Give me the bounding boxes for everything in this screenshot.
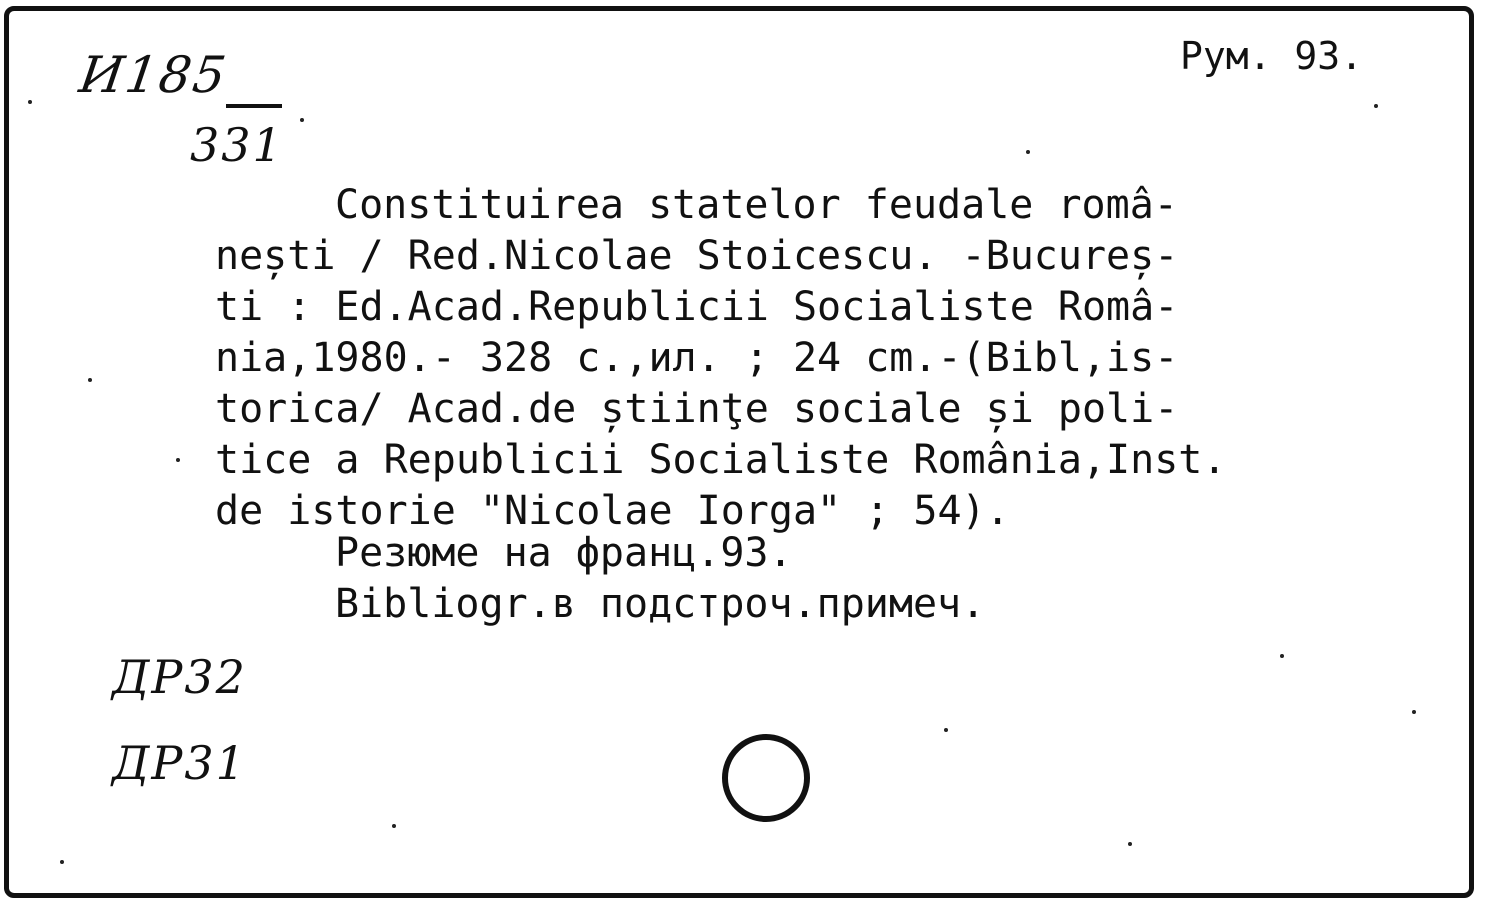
shelf-code-underline	[226, 104, 282, 108]
summary-note: Резюме на франц.93.	[335, 530, 793, 576]
speck	[1280, 654, 1284, 658]
description-line: tice a Republicii Socialiste România,Inst.	[215, 437, 1227, 483]
speck	[1128, 842, 1132, 846]
speck	[1412, 710, 1416, 714]
location-code: Рум. 93.	[1179, 34, 1363, 78]
shelf-number: 331	[190, 118, 284, 172]
description-line: Constituirea statelor feudale româ-	[335, 182, 1178, 228]
speck	[60, 860, 64, 864]
speck	[944, 728, 948, 732]
department-code: ДР32	[112, 650, 247, 704]
punch-hole-icon	[722, 734, 810, 822]
description-line: ti : Ed.Acad.Republicii Socialiste Româ-	[215, 284, 1179, 330]
description-line: torica/ Acad.de știinţe sociale și poli-	[215, 386, 1179, 432]
speck	[176, 458, 180, 462]
bibliography-note: Bibliogr.в подстроч.примеч.	[335, 581, 986, 627]
department-code: ДР31	[112, 736, 247, 790]
speck	[88, 378, 92, 382]
speck	[1026, 150, 1030, 154]
speck	[1374, 104, 1378, 108]
description-line: nia,1980.- 328 c.,ил. ; 24 cm.-(Bibl,is-	[215, 335, 1179, 381]
shelf-code: И185	[75, 46, 232, 104]
speck	[300, 118, 304, 122]
description-line: de istorie "Nicolae Iorga" ; 54).	[215, 488, 1010, 534]
bibliographic-description	[215, 180, 1460, 537]
description-line: nești / Red.Nicolae Stoicescu. -Bucureș-	[215, 233, 1179, 279]
speck	[28, 100, 32, 104]
notes	[335, 528, 985, 630]
speck	[392, 824, 396, 828]
